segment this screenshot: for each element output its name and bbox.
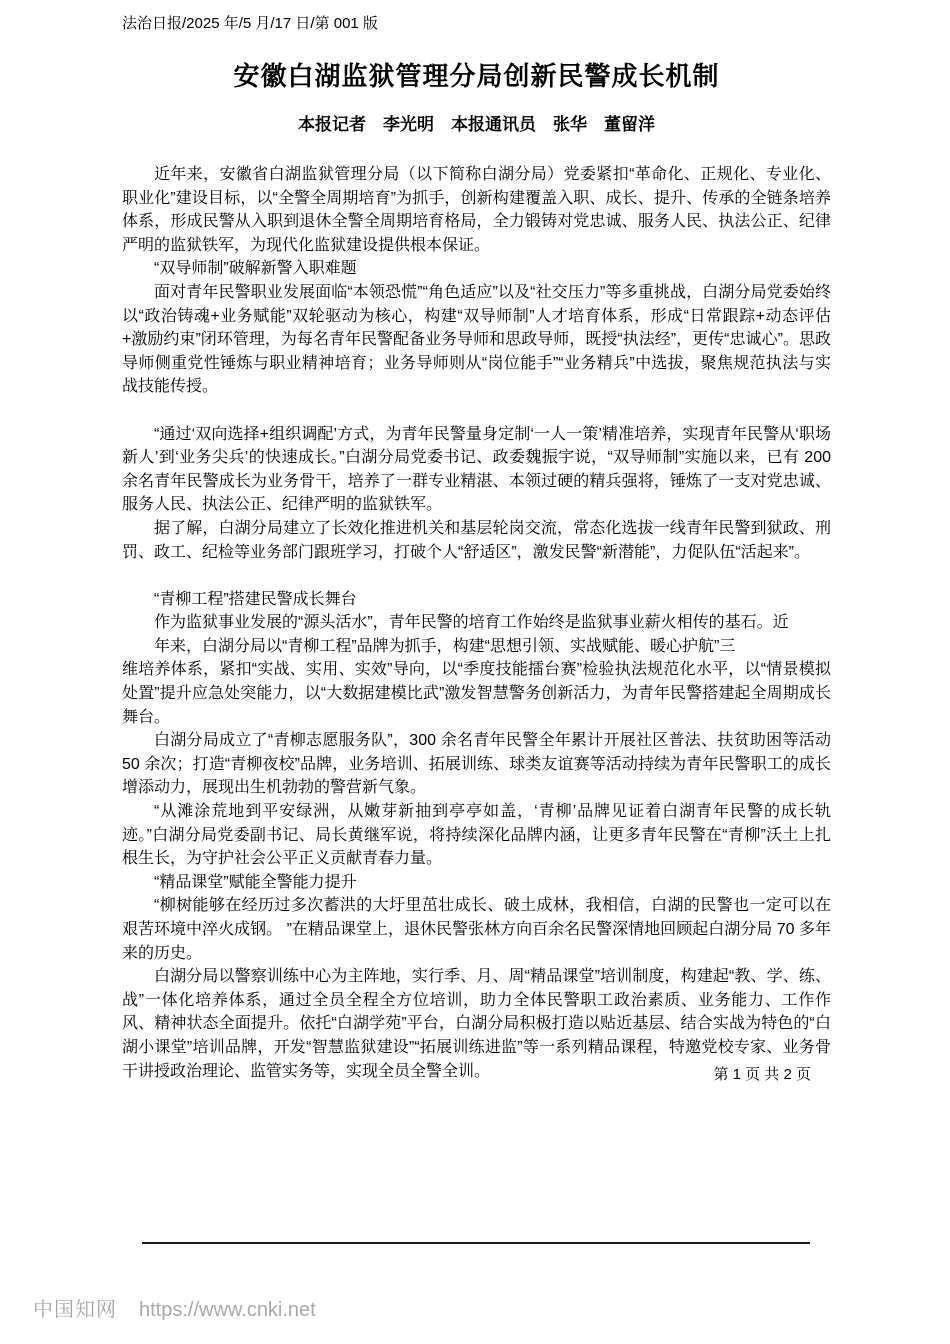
article-paragraph: 维培养体系，紧扣“实战、实用、实效”导向，以“季度技能擂台赛”检验执法规范化水平，以“情景模拟处置”提升应急处突能力，以“大数据建模比武”激发智慧警务创新活力，为青年民警搭建起全周期成长舞台。 bbox=[122, 661, 831, 726]
article-paragraph: 作为监狱事业发展的“源头活水”，青年民警的培育工作始终是监狱事业薪火相传的基石。近 bbox=[154, 614, 789, 632]
article-body bbox=[122, 163, 831, 1083]
article-paragraph: “从滩涂荒地到平安绿洲，从嫩芽新抽到亭亭如盖，‘青柳’品牌见证着白湖青年民警的成长轨迹。”白湖分局党委副书记、局长黄继军说，将持续深化品牌内涵，让更多青年民警在“青柳”沃土上扎根生长，为守护社会公平正义贡献青春力量。 bbox=[122, 803, 831, 868]
article-paragraph: “通过‘双向选择+组织调配’方式，为青年民警量身定制‘一人一策’精准培养，实现青年民警从‘职场新人’到‘业务尖兵’的快速成长。”白湖分局党委书记、政委魏振宇说，“双导师制”实施以来，已有 200 余名青年民警成长为业务骨干，培养了一群专业精湛、本领过硬的精兵强将，锤炼了一支对党忠诚、服务人民、执法公正、纪律严明的监狱铁军。 bbox=[122, 425, 831, 514]
cnki-url-link[interactable]: https://www.cnki.net bbox=[139, 1299, 316, 1321]
cnki-branding bbox=[33, 1293, 316, 1322]
blank-line bbox=[122, 399, 831, 423]
article-paragraph: 近年来，安徽省白湖监狱管理分局（以下简称白湖分局）党委紧扣“革命化、正规化、专业化、职业化”建设目标，以“全警全周期培育”为抓手，创新构建覆盖入职、成长、提升、传承的全链条培养体系，形成民警从入职到退休全警全周期培育格局，全力锻铸对党忠诚、服务人民、执法公正、纪律严明的监狱铁军，为现代化监狱建设提供根本保证。 bbox=[122, 166, 831, 254]
cnki-logo-text: 中国知网 bbox=[33, 1299, 117, 1321]
blank-line bbox=[122, 564, 831, 588]
article-paragraph: “柳树能够在经历过多次蓄洪的大圩里茁壮成长、破土成林，我相信，白湖的民警也一定可以在艰苦环境中淬火成钢。 ”在精品课堂上，退休民警张林方向百余名民警深情地回顾起白湖分局 70 多年来的历史。 bbox=[122, 897, 831, 962]
article-title: 安徽白湖监狱管理分局创新民警成长机制 bbox=[233, 61, 720, 91]
page-number: 第 1 页 共 2 页 bbox=[713, 1066, 811, 1083]
article-paragraph: 面对青年民警职业发展面临“本领恐慌”“角色适应”以及“社交压力”等多重挑战，白湖分局党委始终以“政治铸魂+业务赋能”双轮驱动为核心，构建“双导师制”人才培育体系，形成“日常跟踪+动态评估+激励约束”闭环管理，为每名青年民警配备业务导师和思政导师，既授“执法经”，更传“忠诚心”。思政导师侧重党性锤炼与职业精神培育；业务导师则从“岗位能手”“业务精兵”中选拔，聚焦规范执法与实战技能传授。 bbox=[122, 283, 831, 396]
footer-divider bbox=[142, 1242, 810, 1244]
source-line: 法治日报/2025 年/5 月/17 日/第 001 版 bbox=[122, 15, 378, 32]
article-paragraph: 据了解，白湖分局建立了长效化推进机关和基层轮岗交流，常态化选拔一线青年民警到狱政、刑罚、政工、纪检等业务部门跟班学习，打破个人“舒适区”，激发民警“新潜能”，力促队伍“活起来”。 bbox=[122, 519, 831, 561]
byline: 本报记者 李光明 本报通讯员 张华 董留洋 bbox=[298, 115, 655, 134]
section-heading: “精品课堂”赋能全警能力提升 bbox=[154, 873, 357, 891]
article-paragraph: 年来，白湖分局以“青柳工程”品牌为抓手，构建“思想引领、实战赋能、暖心护航”三 bbox=[154, 637, 736, 655]
article-paragraph: 白湖分局成立了“青柳志愿服务队”，300 余名青年民警全年累计开展社区普法、扶贫助困等活动 50 余次；打造“青柳夜校”品牌，业务培训、拓展训练、球类友谊赛等活动持续为青年民警职工的成长增添动力，展现出生机勃勃的警营新气象。 bbox=[122, 732, 831, 797]
section-heading: “双导师制”破解新警入职难题 bbox=[154, 260, 357, 278]
article-paragraph: 白湖分局以警察训练中心为主阵地，实行季、月、周“精品课堂”培训制度，构建起“教、学、练、战”一体化培养体系，通过全员全程全方位培训，助力全体民警职工政治素质、业务能力、工作作风、精神状态全面提升。依托“白湖学苑”平台，白湖分局积极打造以贴近基层、结合实战为特色的“白湖小课堂”培训品牌，开发“智慧监狱建设”“拓展训练进监”等一系列精品课程，特邀党校专家、业务骨干讲授政治理论、监管实务等，实现全员全警全训。 bbox=[122, 968, 831, 1080]
section-heading: “青柳工程”搭建民警成长舞台 bbox=[154, 590, 357, 608]
